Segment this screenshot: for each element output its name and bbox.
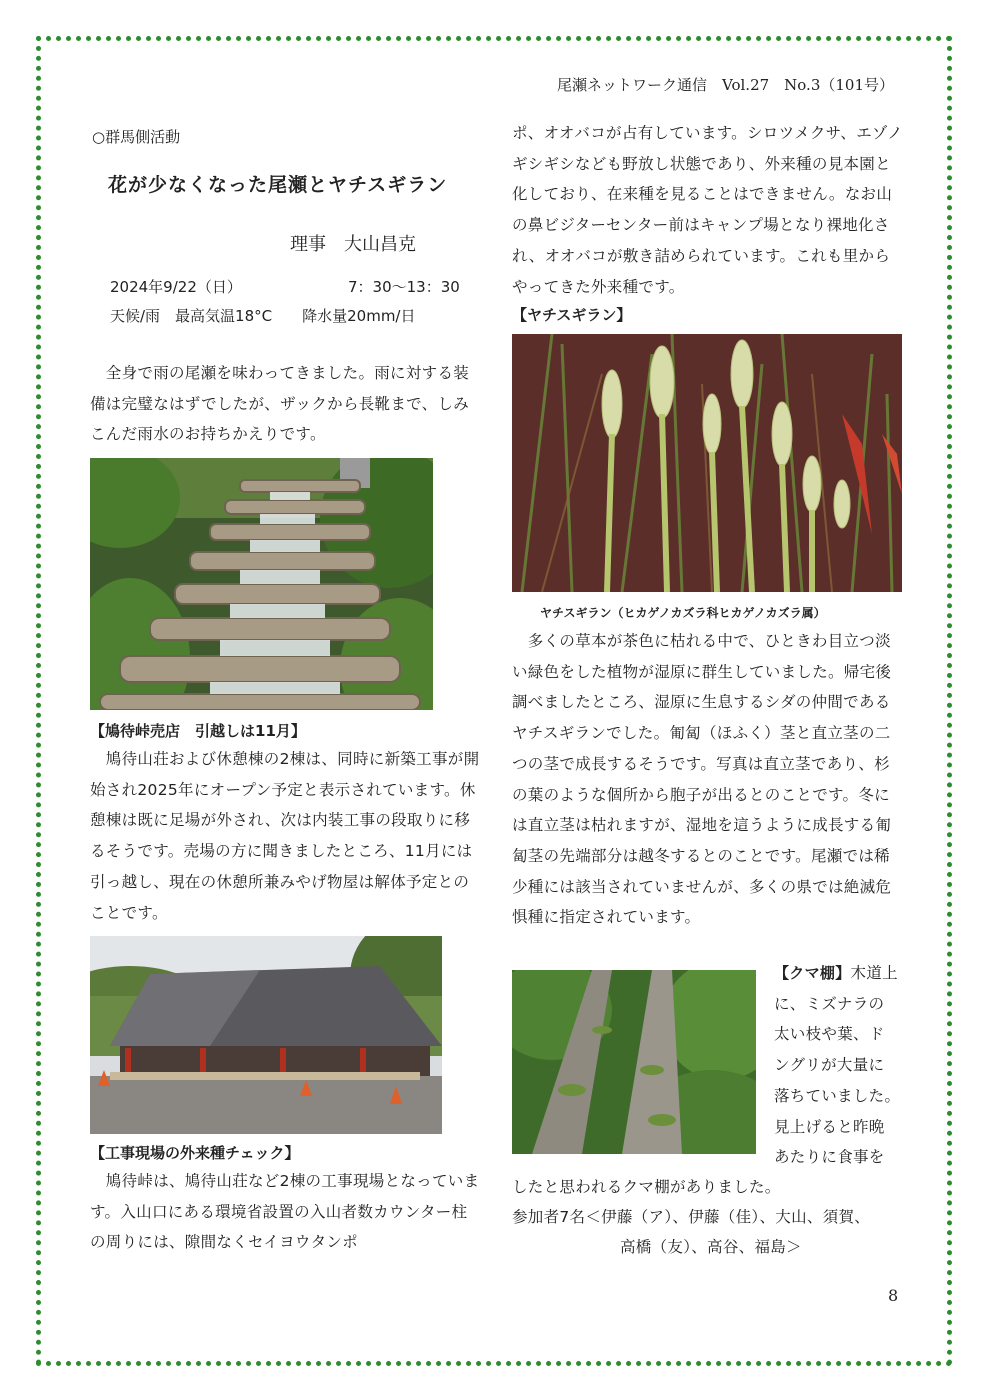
article-title: 花が少なくなった尾瀬とヤチスギラン: [108, 174, 448, 196]
hatomachi-shop-heading: 【鳩待峠売店 引越しは11月】: [90, 722, 306, 740]
section-label: ○群馬側活動: [92, 128, 181, 146]
boardwalk-photo: [512, 970, 756, 1154]
kumadana-line-3: 太い枝や葉、ド: [774, 1025, 885, 1044]
participants-line-1: 参加者7名＜伊藤（ア）、伊藤（佳）、大山、須賀、: [512, 1208, 871, 1226]
kumadana-line-1: 木道上: [850, 964, 898, 982]
kumadana-line-5: 落ちていました。: [774, 1086, 901, 1105]
intro-paragraph: 全身で雨の尾瀬を味わってきました。雨に対する装備は完璧なはずでしたが、ザックから長靴まで、しみこんだ雨水のお持ちかえりです。: [90, 364, 470, 444]
yachisugiran-photo: [512, 334, 902, 592]
kumadana-line-2: に、ミズナラの: [774, 994, 885, 1013]
page-number: 8: [888, 1286, 899, 1305]
yachisugiran-caption: ヤチスギラン（ヒカゲノカズラ科ヒカゲノカズラ属）: [540, 606, 826, 620]
alien-species-paragraph: 鳩待峠は、鳩待山荘など2棟の工事現場となっています。入山口にある環境省設置の入山者数カウンター柱の周りには、隙間なくセイヨウタンポ: [90, 1172, 480, 1252]
kumadana-line-4: ングリが大量に: [774, 1056, 885, 1075]
article-author: 理事 大山昌克: [290, 234, 416, 255]
alien-species-heading: 【工事現場の外来種チェック】: [90, 1144, 300, 1162]
yachisugiran-paragraph: 多くの草本が茶色に枯れる中で、ひときわ目立つ淡い緑色をした植物が湿原に群生していました。帰宅後調べましたところ、湿原に生息するシダの仲間であるヤチスギランでした。匍匐（ほふく）茎と直立茎の二つの茎で成長するそうです。写真は直立茎であり、杉の葉のような個所から胞子が出るとのことです。冬には直立茎は枯れますが、湿地を這うように成長する匍匐茎の先端部分は越冬するとのことです。尾瀬では稀少種には該当されていませんが、多くの県では絶滅危惧種に指定されています。: [512, 632, 892, 927]
kumadana-line-7: あたりに食事を: [774, 1148, 885, 1167]
kumadana-heading: 【クマ棚】: [774, 964, 851, 982]
participants-line-2: 高橋（友）、高谷、福島＞: [620, 1238, 802, 1256]
hatomachi-shop-paragraph: 鳩待山荘および休憩棟の2棟は、同時に新築工事が開始され2025年にオープン予定と表示されています。休憩棟は既に足場が外され、次は内装工事の段取りに移るそうです。売場の方に聞きましたところ、11月には引っ越し、現在の休憩所兼みやげ物屋は解体予定とのことです。: [90, 750, 480, 922]
kumadana-text-block: [774, 958, 914, 1173]
stream-steps-photo: [90, 458, 433, 710]
activity-time: 7：30～13：30: [348, 278, 460, 296]
kumadana-line-6: 見上げると昨晩: [774, 1117, 885, 1136]
construction-site-photo: [90, 936, 442, 1134]
weather-info: 天候/雨 最高気温18°C 降水量20mm/日: [110, 307, 416, 325]
alien-species-paragraph-cont: ポ、オオバコが占有しています。シロツメクサ、エゾノギシギシなども野放し状態であり、外来種の見本園と化しており、在来種を見ることはできません。なお山の鼻ビジターセンター前はキャンプ場となり裸地化され、オオバコが敷き詰められています。これも里からやってきた外来種です。: [512, 124, 903, 296]
yachisugiran-heading: 【ヤチスギラン】: [512, 306, 632, 324]
newsletter-header: 尾瀬ネットワーク通信 Vol.27 No.3（101号）: [557, 76, 894, 94]
kumadana-tail: したと思われるクマ棚がありました。: [512, 1178, 781, 1196]
activity-date: 2024年9/22（日）: [110, 278, 242, 296]
